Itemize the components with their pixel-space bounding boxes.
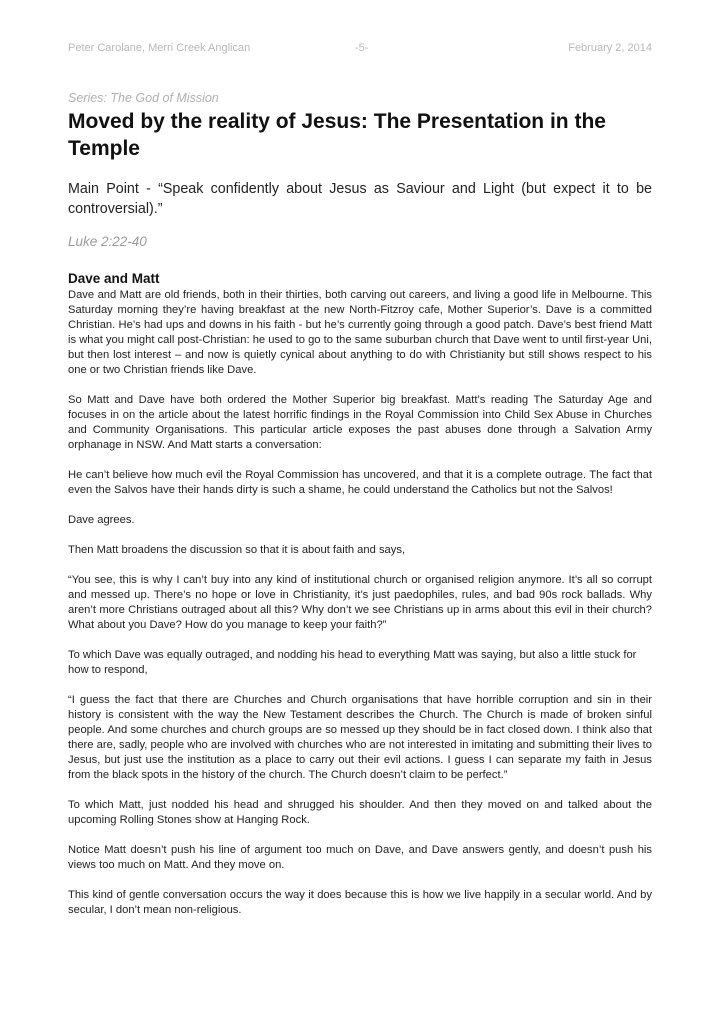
header-date: February 2, 2014 (568, 42, 652, 54)
paragraph: This kind of gentle conversation occurs the way it does because this is how we live happily in a secular world. And by secular, I don’t mean non-religious. (68, 889, 652, 916)
paragraph: Dave agrees. (68, 514, 135, 526)
paragraph: “I guess the fact that there are Churches and Church organisations that have horrible corruption and sin in their history is consistent with the way the New Testament describes the Church. The Church is made of broken sinful people. And some churches and church groups are so messed up they should be in fact closed down. I think also that there are, sadly, people who are involved with churches who are not interested in imitating and submitting their lives to Jesus, but just use the institution as a place to carry out their evil actions. I guess I can separate my faith in Jesus from the black spots in the history of the church. The Church doesn’t claim to be perfect.” (68, 694, 652, 781)
sermon-title: Moved by the reality of Jesus: The Presentation in the Temple (68, 110, 606, 160)
main-point: Main Point - “Speak confidently about Jesus as Saviour and Light (but expect it to be controversial).” (68, 181, 652, 217)
paragraph: “You see, this is why I can’t buy into any kind of institutional church or organised religion anymore. It’s all so corrupt and messed up. There’s no hope or love in Christianity, it’s just paedophiles, rules, and bad 90s rock ballads. Why aren’t more Christians outraged about all this? Why don’t we see Christians up in arms about this evil in their church? What about you Dave? How do you manage to keep your faith?” (68, 574, 652, 631)
paragraph: Then Matt broadens the discussion so that it is about faith and says, (68, 544, 406, 556)
paragraph: Notice Matt doesn’t push his line of argument too much on Dave, and Dave answers gently, and doesn’t push his views too much on Matt. And they move on. (68, 844, 652, 871)
scripture-reference: Luke 2:22-40 (68, 234, 147, 249)
section-heading: Dave and Matt (68, 271, 160, 286)
page-header (68, 42, 652, 58)
paragraph: To which Dave was equally outraged, and nodding his head to everything Matt was saying, but also a little stuck for how to respond, (68, 649, 637, 676)
header-author: Peter Carolane, Merri Creek Anglican (68, 42, 251, 54)
page-number: -5- (355, 42, 369, 54)
paragraph: To which Matt, just nodded his head and shrugged his shoulder. And then they moved on and talked about the upcoming Rolling Stones show at Hanging Rock. (68, 799, 652, 826)
series-label: Series: The God of Mission (68, 91, 219, 105)
body-text (68, 270, 652, 933)
paragraph: Dave and Matt are old friends, both in their thirties, both carving out careers, and living a good life in Melbourne. This Saturday morning they’re having breakfast at the new North-Fitzroy cafe, Mother Superior’s. Dave is a committed Christian. He’s had ups and downs in his faith - but he’s currently going through a good patch. Dave’s best friend Matt is what you might call post-Christian: he used to go to the same suburban church that Dave went to until first-year Uni, but then lost interest – and now is quietly cynical about anything to do with Christianity but still shows respect to his one or two Christian friends like Dave. (68, 289, 652, 376)
paragraph: He can’t believe how much evil the Royal Commission has uncovered, and that it is a complete outrage. The fact that even the Salvos have their hands dirty is such a shame, he could understand the Catholics but not the Salvos! (68, 469, 652, 496)
paragraph: So Matt and Dave have both ordered the Mother Superior big breakfast. Matt’s reading The Saturday Age and focuses in on the article about the latest horrific findings in the Royal Commission into Child Sex Abuse in Churches and Community Organisations. This particular article exposes the past abuses done through a Salvation Army orphanage in NSW. And Matt starts a conversation: (68, 394, 652, 451)
